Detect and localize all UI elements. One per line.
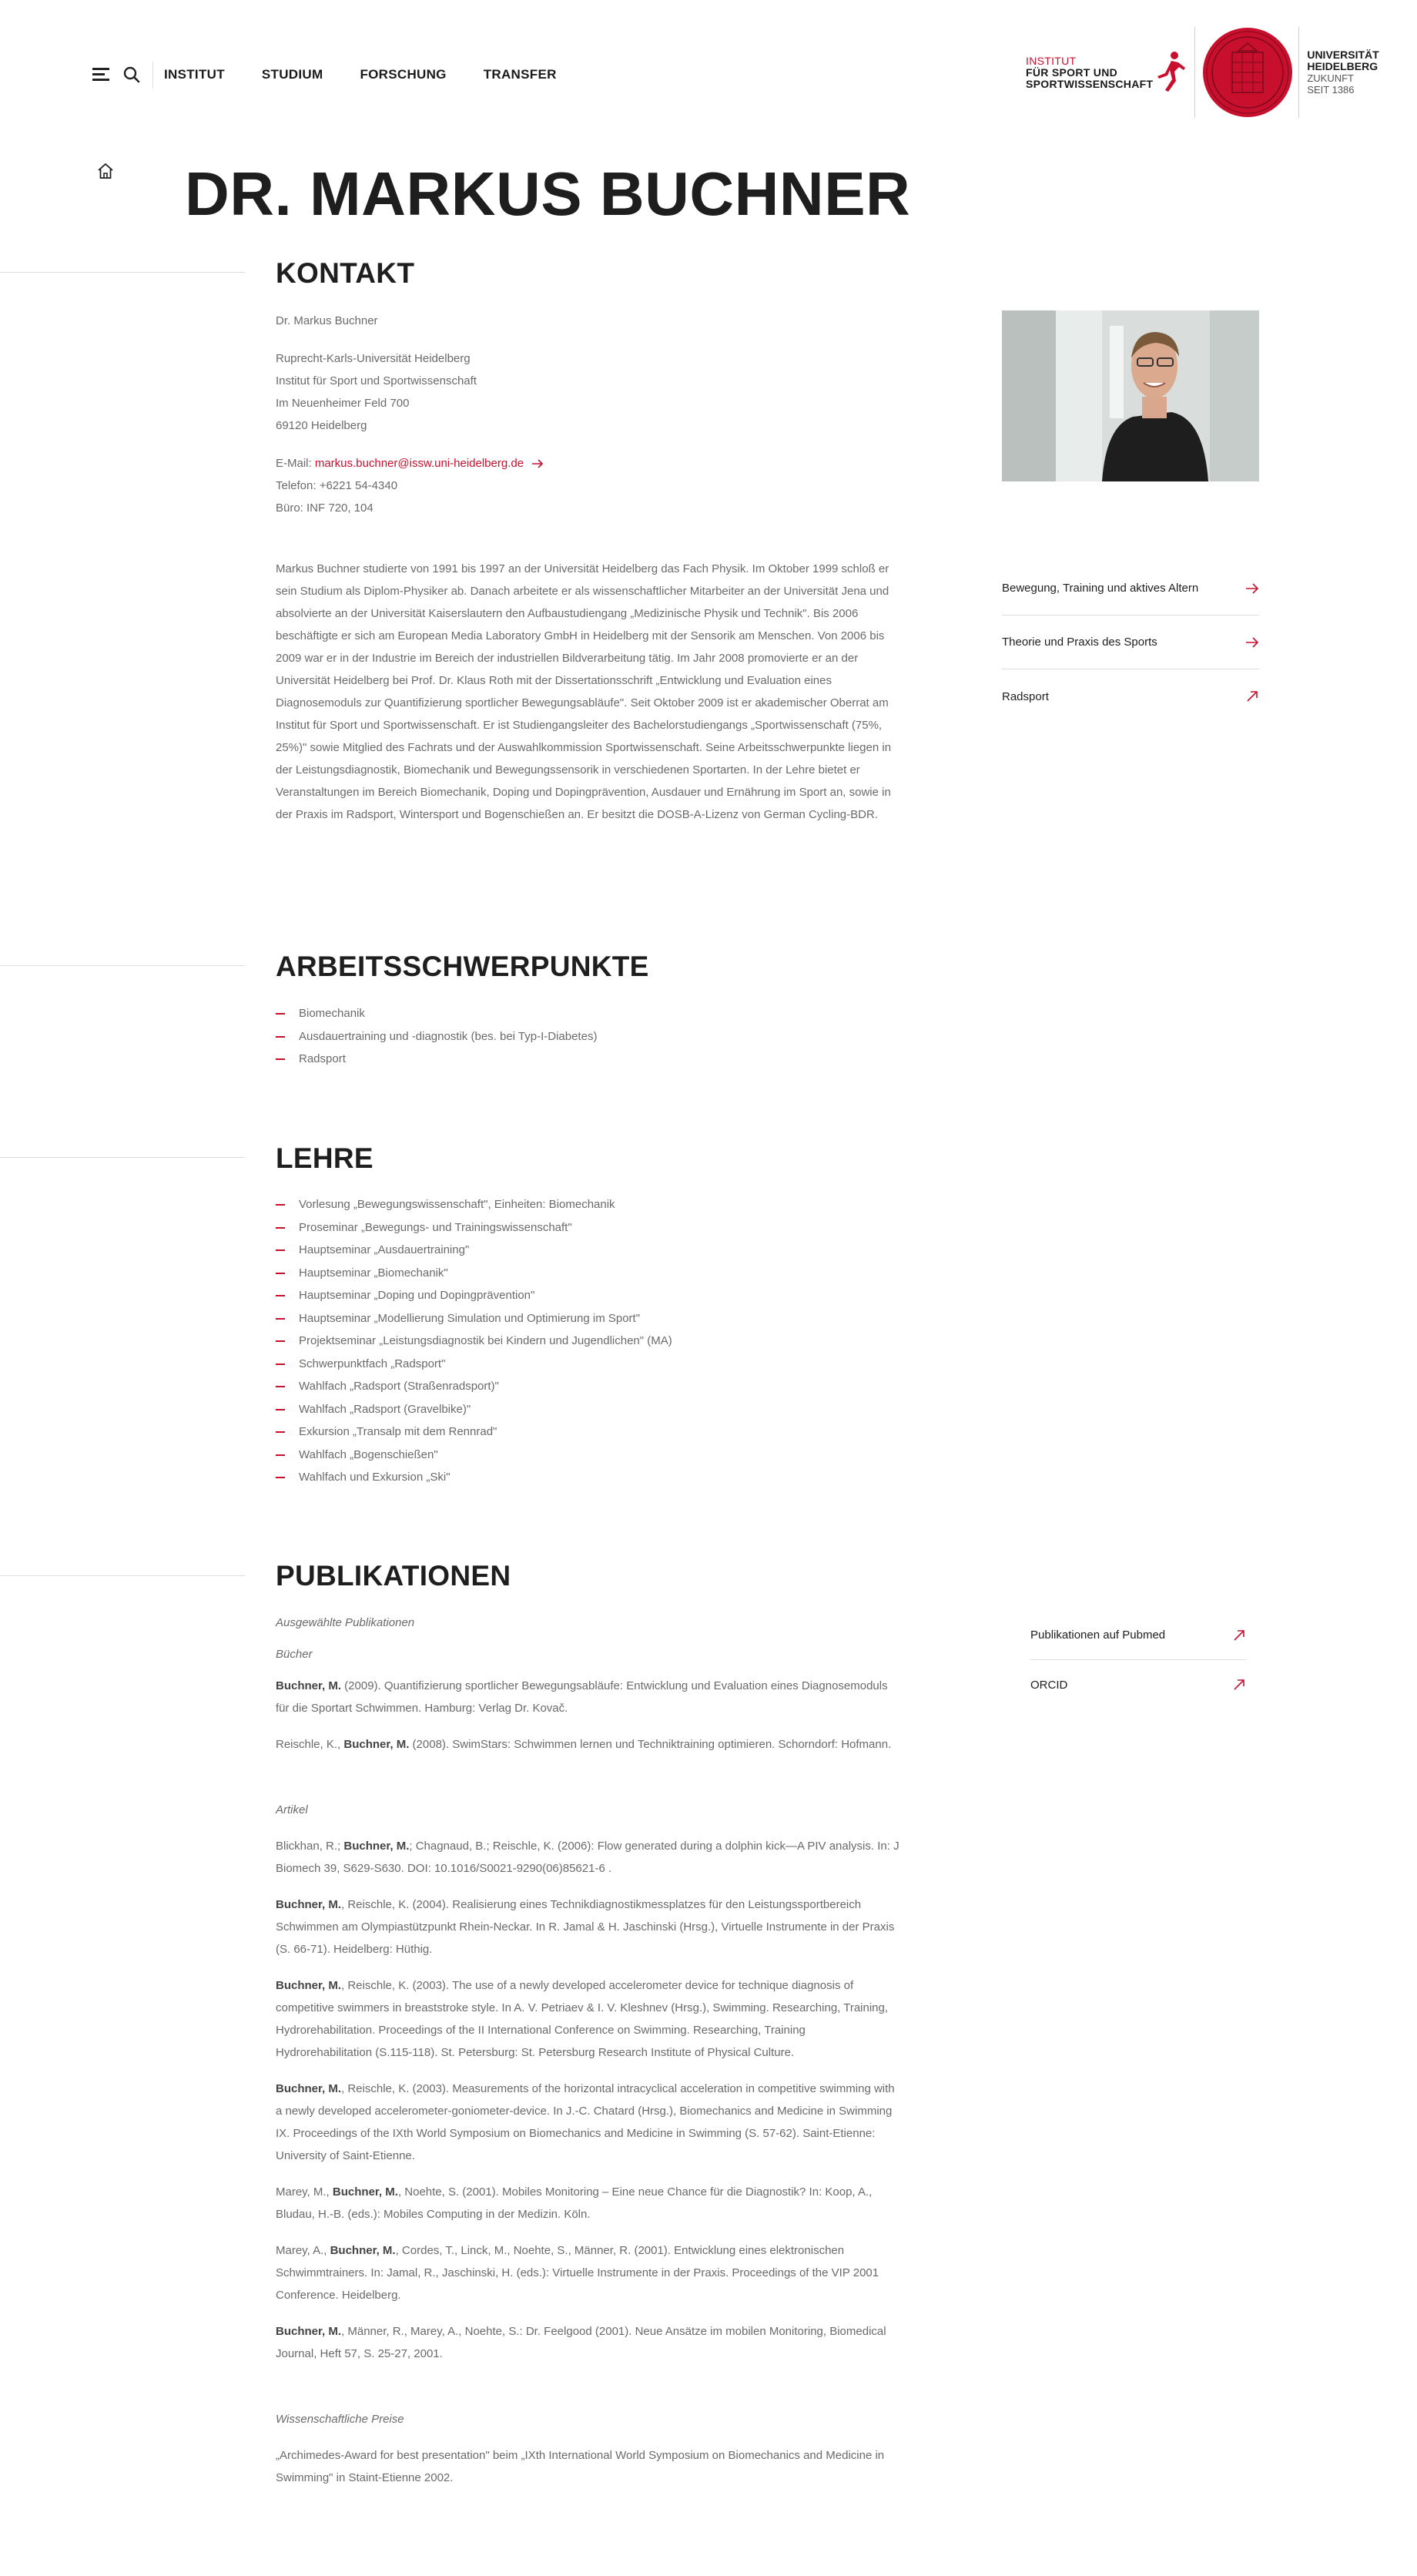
list-item: Biomechanik (276, 1002, 899, 1025)
page-title: DR. MARKUS BUCHNER (185, 159, 911, 228)
publications-block (276, 1612, 899, 2503)
publication-entry: Reischle, K., Buchner, M. (2008). SwimStars: Schwimmen lernen und Techniktraining optimieren. Schorndorf: Hofmann. (276, 1738, 892, 1751)
focus-list (276, 1002, 899, 1071)
logo-divider (1298, 27, 1299, 118)
nav-divider (152, 62, 153, 88)
list-item: Wahlfach und Exkursion „Ski" (276, 1466, 899, 1489)
section-divider (0, 272, 245, 273)
menu-icon[interactable] (92, 68, 111, 82)
contact-name: Dr. Markus Buchner (276, 314, 378, 327)
phone-number: Telefon: +6221 54-4340 (276, 479, 398, 492)
list-item: Radsport (276, 1048, 899, 1071)
profile-photo (1002, 310, 1259, 481)
email-row (276, 452, 899, 475)
address-line: Institut für Sport und Sportwissenschaft (276, 374, 477, 387)
publication-entry: Buchner, M., Männer, R., Marey, A., Noehte, S.: Dr. Feelgood (2001). Neue Ansätze im mobilen Monitoring, Biomedical Journal, Heft 57, S. 25-27, 2001. (276, 2325, 886, 2360)
contact-block (276, 310, 899, 826)
search-icon[interactable] (122, 65, 142, 85)
logo-divider (1194, 27, 1195, 118)
prize-entry: „Archimedes-Award for best presentation" beim „IXth International World Symposium on Biomechanics and Medicine in Swimming" in Staint-Etienne 2002. (276, 2449, 885, 2484)
runner-icon (1154, 50, 1185, 95)
list-item: Wahlfach „Radsport (Straßenradsport)" (276, 1375, 899, 1398)
list-item: Hauptseminar „Doping und Dopingprävention" (276, 1284, 899, 1307)
section-divider (0, 965, 245, 966)
institute-logo-text: INSTITUT FÜR SPORT UND SPORTWISSENSCHAFT (1026, 54, 1154, 90)
arrow-right-icon (1245, 582, 1259, 595)
external-link-icon (1245, 689, 1259, 703)
email-link[interactable]: markus.buchner@issw.uni-heidelberg.de (314, 457, 524, 470)
arrow-right-icon[interactable] (531, 459, 544, 468)
link-label: Bewegung, Training und aktives Altern (1002, 582, 1199, 595)
publication-entry: Buchner, M., Reischle, K. (2004). Realisierung eines Technikdiagnostikmessplatzes für den Leistungssportbereich Schwimmen am Olympiastützpunkt Rhein-Neckar. In R. Jamal & H. Jaschinski (Hrsg.), Virtuelle Instrumente in der Praxis (S. 66-71). Heidelberg: Hüthig. (276, 1898, 895, 1956)
address-line: 69120 Heidelberg (276, 419, 367, 432)
link-label: Radsport (1002, 689, 1049, 703)
publication-entry: Blickhan, R.; Buchner, M.; Chagnaud, B.; Reischle, K. (2006): Flow generated during a dolphin kick—A PIV analysis. In: J Biomech 39, S629-S630. DOI: 10.1016/S0021-9290(06)85621-6 . (276, 1840, 899, 1875)
office-location: Büro: INF 720, 104 (276, 501, 374, 515)
list-item: Wahlfach „Radsport (Gravelbike)" (276, 1398, 899, 1421)
list-item: Wahlfach „Bogenschießen" (276, 1444, 899, 1467)
email-label: E-Mail: (276, 457, 312, 470)
section-title-publikationen: PUBLIKATIONEN (276, 1560, 511, 1592)
logo-block[interactable] (1026, 26, 1379, 119)
link-label: Publikationen auf Pubmed (1030, 1628, 1166, 1642)
prizes-label: Wissenschaftliche Preise (276, 2413, 404, 2426)
list-item: Vorlesung „Bewegungswissenschaft", Einheiten: Biomechanik (276, 1193, 899, 1216)
publication-entry: Buchner, M. (2009). Quantifizierung sportlicher Bewegungsabläufe: Entwicklung und Evaluation eines Diagnosemoduls für die Sportart Schwimmen. Hamburg: Verlag Dr. Kovač. (276, 1679, 888, 1715)
link-pubmed[interactable] (1030, 1611, 1246, 1660)
nav-item-forschung[interactable]: FORSCHUNG (360, 67, 447, 82)
section-title-kontakt: KONTAKT (276, 257, 415, 289)
articles-label: Artikel (276, 1803, 308, 1816)
contact-address (276, 347, 899, 437)
publication-entry: Marey, M., Buchner, M., Noehte, S. (2001). Mobiles Monitoring – Eine neue Chance für die Diagnostik? In: Koop, A., Bludau, H.-B. (eds.): Mobiles Computing in der Medizin. Köln. (276, 2185, 873, 2221)
list-item: Exkursion „Transalp mit dem Rennrad" (276, 1420, 899, 1444)
address-line: Ruprecht-Karls-Universität Heidelberg (276, 352, 471, 365)
list-item: Hauptseminar „Modellierung Simulation und Optimierung im Sport" (276, 1307, 899, 1330)
list-item: Projektseminar „Leistungsdiagnostik bei Kindern und Jugendlichen" (MA) (276, 1330, 899, 1353)
arrow-right-icon (1245, 636, 1259, 649)
section-divider (0, 1575, 245, 1576)
nav-item-institut[interactable]: INSTITUT (164, 67, 225, 82)
link-label: ORCID (1030, 1678, 1068, 1692)
nav-item-transfer[interactable]: TRANSFER (483, 67, 557, 82)
list-item: Schwerpunktfach „Radsport" (276, 1353, 899, 1376)
link-orcid[interactable] (1030, 1660, 1246, 1709)
external-link-icon (1232, 1678, 1246, 1692)
list-item: Proseminar „Bewegungs- und Trainingswissenschaft" (276, 1216, 899, 1239)
publication-links (1030, 1611, 1246, 1709)
list-item: Hauptseminar „Biomechanik" (276, 1262, 899, 1285)
home-icon[interactable] (96, 162, 115, 180)
main-navigation (92, 62, 594, 88)
university-logo-text: UNIVERSITÄT HEIDELBERG ZUKUNFT SEIT 1386 (1307, 49, 1379, 96)
university-seal-icon (1203, 28, 1292, 117)
books-label: Bücher (276, 1648, 313, 1661)
books-list (276, 1675, 899, 1756)
section-title-lehre: LEHRE (276, 1142, 374, 1174)
link-label: Theorie und Praxis des Sports (1002, 636, 1157, 649)
address-line: Im Neuenheimer Feld 700 (276, 397, 410, 410)
selected-publications-label: Ausgewählte Publikationen (276, 1616, 415, 1629)
section-title-arbeitsschwerpunkte: ARBEITSSCHWERPUNKTE (276, 951, 649, 982)
publication-entry: Buchner, M., Reischle, K. (2003). Measurements of the horizontal intracyclical acceleration in competitive swimming with a newly developed accelerometer-goniometer-device. In J.-C. Chatard (Hrsg.), Biomechanics and Medicine in Swimming IX. Proceedings of the IXth World Symposium on Biomechanics and Medicine in Swimming (S. 57-62). Saint-Etienne: University of Saint-Etienne. (276, 2082, 895, 2162)
link-theorie-praxis[interactable] (1002, 615, 1259, 669)
external-link-icon (1232, 1628, 1246, 1642)
nav-item-studium[interactable]: STUDIUM (261, 67, 323, 82)
site-header (0, 0, 1417, 146)
publication-entry: Marey, A., Buchner, M., Cordes, T., Linck, M., Noehte, S., Männer, R. (2001). Entwicklung eines elektronischen Schwimmtrainers. In: Jamal, R., Jaschinski, H. (eds.): Virtuelle Instrumente in der Praxis. Proceedings of the VIP 2001 Conference. Heidelberg. (276, 2244, 879, 2302)
publication-entry: Buchner, M., Reischle, K. (2003). The use of a newly developed accelerometer device for technique diagnosis of competitive swimmers in breaststroke style. In A. V. Petriaev & I. V. Kleshnev (Hrsg.), Swimming. Researching, Training, Hydrorehabilitation. Proceedings of the II International Conference on Swimming. Researching, Training Hydrorehabilitation (S.115-118). St. Petersburg: St. Petersburg Research Institute of Physical Culture. (276, 1979, 889, 2059)
section-divider (0, 1157, 245, 1158)
link-radsport[interactable] (1002, 669, 1259, 723)
biography-text: Markus Buchner studierte von 1991 bis 1997 an der Universität Heidelberg das Fach Physik. Im Oktober 1999 schloß er sein Studium als Diplom-Physiker ab. Danach arbeitete er als wissenschaftlicher Mitarbeiter an der Universität Jena und absolvierte an der Universität Kaiserslautern den Aufbaustudiengang „Medizinische Physik und Technik". Bis 2006 beschäftigte er sich am European Media Laboratory GmbH in Heidelberg mit der Sensorik am Menschen. Von 2006 bis 2009 war er in der Industrie im Bereich der industriellen Bildverarbeitung tätig. Im Jahr 2008 promovierte er an der Universität Heidelberg bei Prof. Dr. Klaus Roth mit der Dissertationsschrift „Entwicklung und Evaluation eines Diagnosemoduls zur Quantifizierung sportlicher Bewegungsabläufe". Seit Oktober 2009 ist er akademischer Oberrat am Institut für Sport und Sportwissenschaft. Er ist Studiengangsleiter des Bachelorstudiengangs „Sportwissenschaft (75%, 25%)" sowie Mitglied des Fachrats und der Auswahlkommission Sportwissenschaft. Seine Arbeitsschwerpunkte liegen in der Leistungsdiagnostik, Biomechanik und Bewegungssensorik in verschiedenen Sportarten. In der Lehre bietet er Veranstaltungen im Bereich Biomechanik, Doping und Dopingprävention, Ausdauer und Ernährung im Sport an, sowie in der Praxis im Radsport, Wintersport und Bogenschießen an. Er besitzt die DOSB-A-Lizenz von German Cycling-BDR. (276, 562, 892, 821)
link-bewegung-training[interactable] (1002, 562, 1259, 615)
list-item: Hauptseminar „Ausdauertraining" (276, 1239, 899, 1262)
list-item: Ausdauertraining und -diagnostik (bes. bei Typ-I-Diabetes) (276, 1025, 899, 1048)
articles-list (276, 1835, 899, 2365)
related-links (1002, 562, 1259, 723)
teaching-list (276, 1193, 899, 1489)
contact-details (276, 452, 899, 519)
